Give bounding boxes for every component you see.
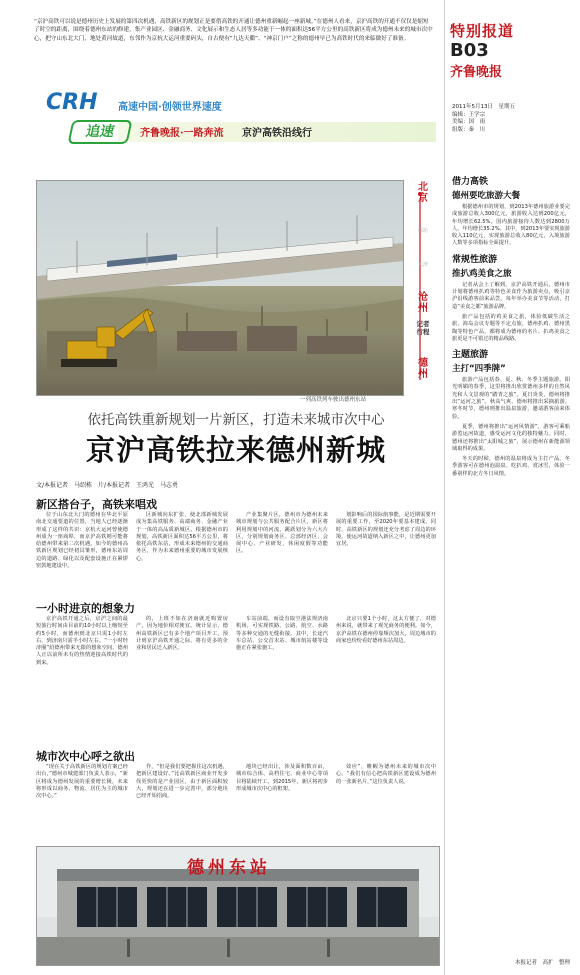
- column-divider: [444, 0, 445, 975]
- section2-col1: 京沪高铁开通之后，京沪之间的最短旅行时间由目前的10小时以上缩短至约5小时，而德州到北京只需1小时左右，到济南只需半小时左右。“一小时经济圈”给德州带来无限的想象空间，德州人正以前所未有的热情迎接高铁时代的到来。: [36, 616, 128, 666]
- section1-col2: 区新城向东扩张，使北部新城发展成为集高铁服务、高端商务、金融产业于一体的高品质新城区。根据德州市的规划，高铁新区面积达56平方公里，将依托高铁东站，形成未来德州的交通商务区，作为未来德州重要的城市发展核心。: [136, 512, 228, 562]
- section2-col3: 车站前端，而设有取空港法规济南机场，可实现铁路、公路、航空、水路等多种交通的无缝衔接。其中，长途汽车总站、公交首末站、城市航站楼等设施正在紧张施工。: [236, 616, 328, 652]
- station-sign: 德州东站: [187, 858, 271, 878]
- series-banner: [30, 86, 438, 176]
- chase-logo: 追速: [67, 120, 132, 144]
- sidebar-paragraph-5: 夏季，德州将推出“运河风情游”，游客可乘船游览运河故道，感受运河文化的独特魅力。同时，德州还将推出“太阳城之旅”，展示德州在新能源领域取得的成果。: [452, 423, 570, 452]
- edition-date: 2011年5月13日 星期五: [452, 104, 515, 110]
- byline: 文/本报记者 马绍栋 片/本报记者 王鸿光 马志勇: [36, 482, 179, 489]
- route-mid2: 天津: [417, 262, 428, 268]
- paper-logo: 齐鲁晚报: [450, 65, 503, 80]
- page-number: B03: [450, 40, 489, 61]
- section1-col1: 位于山东北大门的德州在华北平原南北交通要道的位置，当地人已经逐渐形成了这样的共识：京杭大运河曾使德州成为一座商埠，而京沪高铁则可能将给德州带来第二次机遇。如今的德州高铁新区规划已经初具雏形，德州东站周边的道路、绿化以及配套设施正在紧锣密鼓地建设中。: [36, 512, 128, 570]
- edition-meta: [452, 104, 515, 134]
- sidebar-paragraph-3: 旅产品包括的鸡美食之旅，体验低碳生活之旅，海岛会议专题等不定点旅，德州扒鸡、德州黑陶等特色产品，都将成为德州的名片。扒鸡美食之旅更是不可错过的精品线路。: [452, 313, 570, 342]
- sidebar-paragraph-4: 旅游产品包括春、夏、秋、冬季主题旅游。阳光明媚的春季，这里将推出欣赏德州多样的自然风光和人文景观的“踏青之旅”。夏日炎炎，德州将推出“运河之旅”。秋高气爽，德州将推出采摘旅游。寒冬时节，德州则推出温泉旅游，邀请游客前来体验。: [452, 377, 570, 420]
- section-header: [450, 20, 570, 80]
- section2-col2: 的，上班不如在济南就近购置房产，因为地价相对便宜。统计显示，德州高铁新区已有多个地产项目开工，预计到京沪高铁开通之际，将有更多的企业和居民迁入新区。: [136, 616, 228, 652]
- photo-caption: 一列高铁列车驶出德州东站: [300, 397, 367, 403]
- lead-paragraph: “京沪高铁可以说是德州历史上发展的第四次机遇，高铁新区的规划正是要借高铁的开通让德州重新崛起一座新城。”在德州人看来，京沪高铁的开通不仅仅是缩短了时空的距离，围绕着德州东站的修建，集产业园区、金融商务、文化展示和生态人居等多功能于一体的面积达56平方公里的高铁新区将成为德州未来的城市次中心，把守山东北大门，地处黄河故道，东邻作为京杭大运河重要码头，自古便有“九达天衢”、“神京门户”之称的德州早已为高铁时代的来临做好了准备。: [34, 19, 433, 42]
- sidebar-paragraph-2: 记者从会上了解到，京沪高铁开通后，德州市计划将德州扒鸡等特色美食作为旅游卖点，吸引京沪沿线游客前来品尝。每年举办美食节等活动，打造“美食之都”旅游品牌。: [452, 281, 570, 310]
- route-end: 德州: [418, 358, 428, 380]
- route-current: 沧州: [418, 292, 428, 314]
- series-title: 京沪高铁沿线行: [242, 128, 312, 139]
- sidebar-heading-1: 借力高铁: [452, 177, 489, 187]
- section1-col3: 产业集聚片区，德州市为德州未来城市规划与公共服务配合片区，新区将利用规划中的河流，跳跃划分为六大片区，分别规划商务区、总部经济区、会展中心、产业研发、休闲度假等功能区。: [236, 512, 328, 555]
- section2-heading: 一小时进京的想象力: [36, 602, 135, 615]
- route-indicator: [402, 180, 438, 394]
- route-start: 北京: [418, 182, 428, 204]
- route-mid1: 廊坊: [417, 228, 428, 234]
- sidebar-paragraph-6: 冬天的时候，德州的温泉将成为主打产品。冬季游客可在德州泡温泉、吃扒鸡、赏冰雪，体验一番别样的北方冬日风情。: [452, 456, 570, 477]
- sidebar-subheading-1: 德州要吃旅游大餐: [452, 191, 521, 201]
- section3-heading: 城市次中心呼之欲出: [36, 750, 135, 763]
- section-title: 特别报道: [450, 22, 515, 40]
- section1-col4: 划影响后的国际航事能，是近期需要开展的重要工作，至2020年要基本建成。同时，高铁新区的规划还充分考虑了周边的环境，使运河故道纳入新区之中，让德州更加宜居。: [336, 512, 436, 548]
- railway-construction-photo: [37, 181, 403, 395]
- sidebar-subheading-2: 推扒鸡美食之旅: [452, 268, 512, 279]
- brand-slogan: 齐鲁晚报·一路奔流: [140, 128, 224, 139]
- sidebar-paragraph-1: 根据德州市的规划，到2013年德州旅游业要完成旅游总收入300亿元，旅游收入达到200亿元，年均增长62.5%。国内旅游接待人数达到2800万人，年均增长35.2%。其中，到2013年要实现旅游收入110亿元，实现旅游总收入80亿元，入境旅游人数等多项指标全面提升。: [452, 204, 570, 247]
- headline: 京沪高铁拉来德州新城: [85, 433, 386, 467]
- section3-col1: “现在关于高铁新区的规划方案已经出台，”德州市城建部门负责人表示，“新区将成为德州发展的重要增长极，未来将形成以商务、物流、居住为主的城市次中心。”: [36, 764, 128, 800]
- section3-col2: 作，“但是我们要把握住这次机遇，把新区建设好。”比高铁新区商业开发步伐更快的是产业园区，由于新区面积较大，规划还在进一步完善中，部分地块已经开始招商。: [136, 764, 228, 800]
- sidebar-column: [452, 170, 570, 481]
- subheadline: 依托高铁重新规划一片新区，打造未来城市次中心: [87, 412, 385, 428]
- proof-credit: 组版：秦 川: [452, 126, 486, 133]
- crh-logo: CRH: [46, 90, 98, 115]
- sidebar-heading-2: 常规性旅游: [452, 254, 498, 265]
- crh-slogan: 高速中国·创领世界速度: [118, 102, 222, 113]
- sidebar-credit: 本报记者 高扩 整理: [514, 960, 570, 966]
- station-photo: [36, 846, 440, 966]
- design-credit: 美编：国 雨: [452, 119, 486, 126]
- main-photo: [36, 180, 404, 396]
- section2-col4: 北京只要1个小时，这太方便了，对德州来说，就带来了观光商务的便利。如今，京沪高铁在德州停靠频次加大，周边城市的商家也纷纷看好德州东站周边。: [336, 616, 436, 644]
- section1-heading: 新区搭台子，高铁来唱戏: [36, 498, 157, 511]
- sidebar-subheading-3: 主打“四季牌”: [452, 364, 506, 375]
- section3-col4: 效应”，帷幄为德州未来的城市次中心。“我们有信心把高铁新区建设成为德州的一张新名片，”这位负责人说。: [336, 764, 436, 785]
- editor-credit: 编辑：王学宗: [452, 111, 486, 118]
- sidebar-heading-3: 主题旅游: [452, 350, 489, 361]
- route-label: 记者行程: [416, 320, 430, 336]
- section3-col3: 地块已经出让，涉及面积数百亩，城市综合体、高档住宅、商业中心等项目将陆续开工。到2015年，新区将初步形成城市次中心的框架。: [236, 764, 328, 792]
